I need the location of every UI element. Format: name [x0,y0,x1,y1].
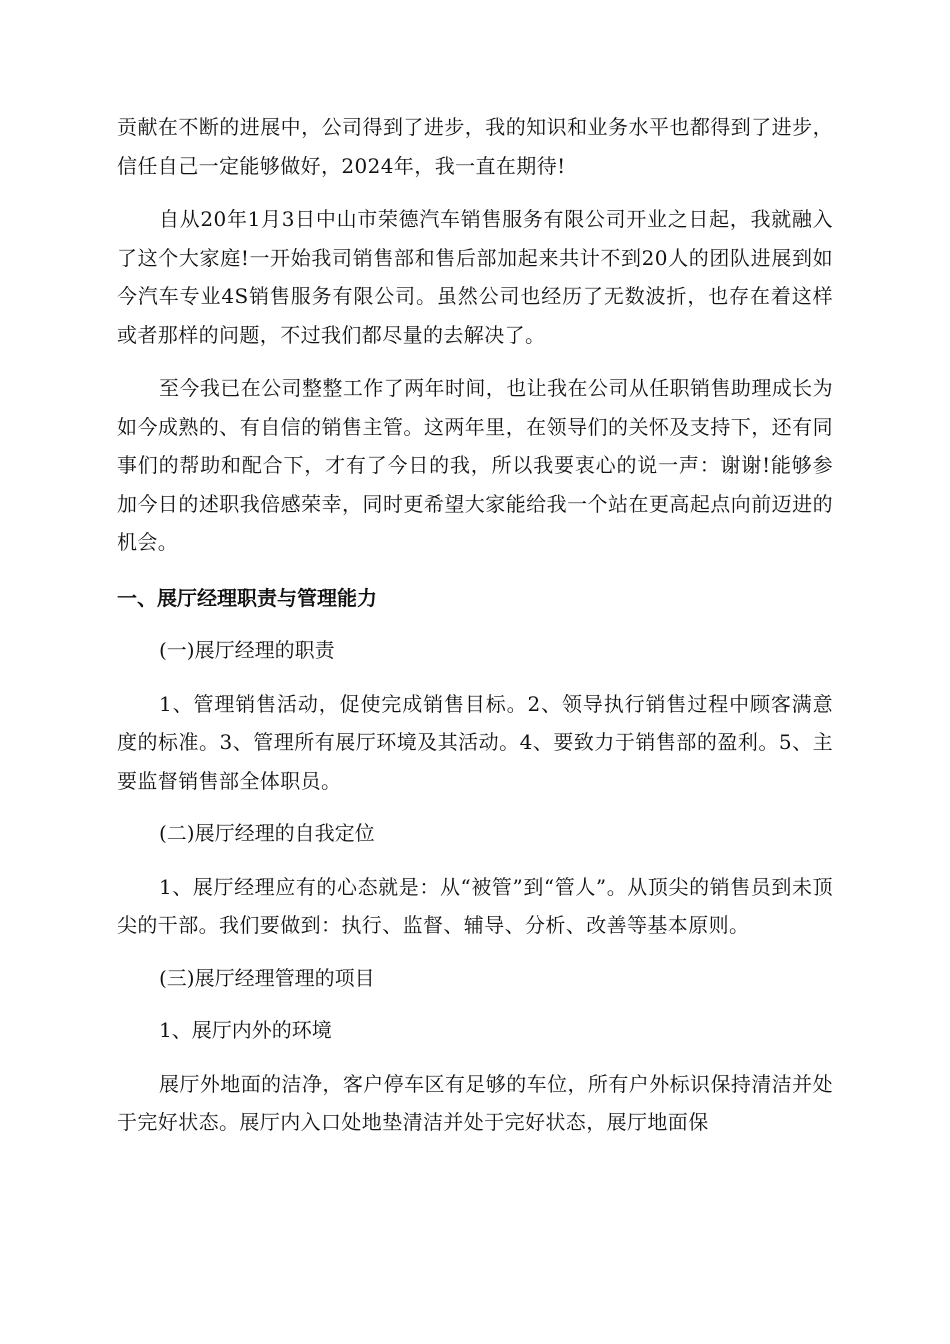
paragraph-company-history: 自从20年1月3日中山市荣德汽车销售服务有限公司开业之日起，我就融入了这个大家庭!一开始我司销售部和售后部加起来共计不到20人的团队进展到如今汽车专业4S销售服务有限公司。虽然公司也经历了无数波折，也存在着这样或者那样的问题，不过我们都尽量的去解决了。 [117,207,833,347]
section-heading-showroom-manager: 一、展厅经理职责与管理能力 [117,585,377,610]
subheading-self-positioning: (二)展厅经理的自我定位 [159,821,375,845]
paragraph-personal-growth: 至今我已在公司整整工作了两年时间，也让我在公司从任职销售助理成长为如今成熟的、有自信的销售主管。这两年里，在领导们的关怀及支持下，还有同事们的帮助和配合下，才有了今日的我，所以我要衷心的说一声：谢谢!能够参加今日的述职我倍感荣幸，同时更希望大家能给我一个站在更高起点向前迈进的机会。 [117,376,833,554]
paragraph-self-positioning: 1、展厅经理应有的心态就是：从“被管”到“管人”。从顶尖的销售员到未顶尖的干部。我们要做到：执行、监督、辅导、分析、改善等基本原则。 [117,874,833,937]
subheading-management-items: (三)展厅经理管理的项目 [159,965,375,990]
subheading-responsibilities: (一)展厅经理的职责 [159,638,335,662]
paragraph-responsibilities: 1、管理销售活动，促使完成销售目标。2、领导执行销售过程中顾客满意度的标准。3、管理所有展厅环境及其活动。4、要致力于销售部的盈利。5、主要监督销售部全体职员。 [117,691,833,793]
subheading-showroom-environment: 1、展厅内外的环境 [159,1018,332,1042]
paragraph-intro: 贡献在不断的进展中，公司得到了进步，我的知识和业务水平也都得到了进步，信任自己一定能够做好，2024年，我一直在期待! [117,115,833,178]
document-page [117,108,833,1142]
paragraph-showroom-environment: 展厅外地面的洁净，客户停车区有足够的车位，所有户外标识保持清洁并处于完好状态。展厅内入口处地垫清洁并处于完好状态，展厅地面保 [117,1071,833,1134]
